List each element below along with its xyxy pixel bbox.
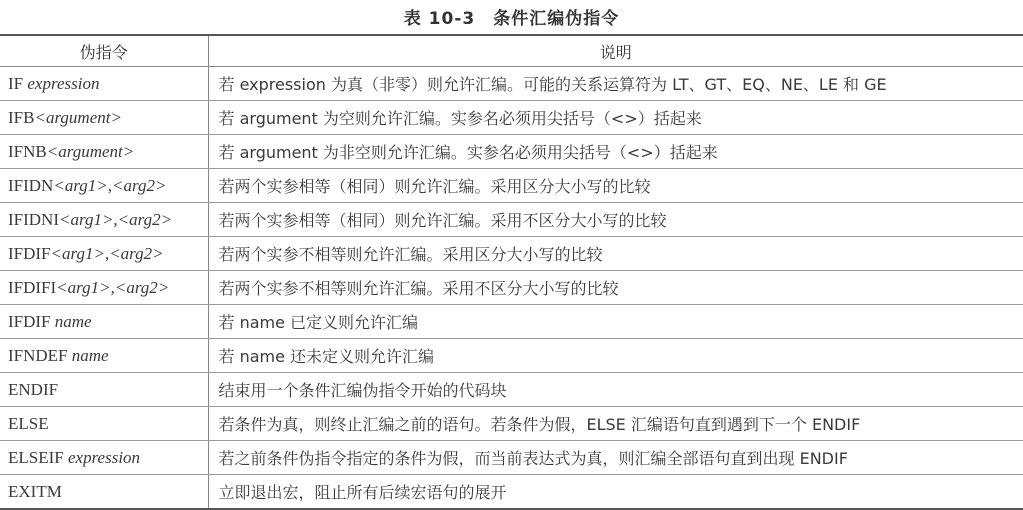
directive-keyword: IFDIFI (8, 277, 57, 297)
directive-argument: name (54, 311, 92, 331)
directive-cell (0, 441, 208, 475)
directive-cell (0, 67, 208, 101)
description-cell: 若两个实参相等（相同）则允许汇编。采用区分大小写的比较 (208, 169, 1023, 203)
directive-keyword: IFDIF (8, 243, 51, 263)
directive-argument: <arg1>,<arg2> (50, 243, 164, 263)
table-row (0, 203, 1023, 237)
table-row (0, 101, 1023, 135)
directive-cell (0, 373, 208, 407)
table-row (0, 135, 1023, 169)
description-cell: 若 name 已定义则允许汇编 (208, 305, 1023, 339)
description-cell: 若 name 还未定义则允许汇编 (208, 339, 1023, 373)
description-cell: 若两个实参相等（相同）则允许汇编。采用不区分大小写的比较 (208, 203, 1023, 237)
directive-cell (0, 237, 208, 271)
column-header-directive: 伪指令 (0, 35, 208, 67)
directive-cell (0, 475, 208, 510)
conditional-directives-table (0, 34, 1023, 510)
directive-argument: <arg1>,<arg2> (53, 175, 167, 195)
description-cell: 若 argument 为空则允许汇编。实参名必须用尖括号（<>）括起来 (208, 101, 1023, 135)
directive-keyword: EXITM (8, 481, 62, 501)
description-cell: 若 argument 为非空则允许汇编。实参名必须用尖括号（<>）括起来 (208, 135, 1023, 169)
table-row (0, 373, 1023, 407)
table-row (0, 339, 1023, 373)
directive-cell (0, 339, 208, 373)
table-row (0, 271, 1023, 305)
directive-cell (0, 169, 208, 203)
table-row (0, 441, 1023, 475)
directive-argument: <arg1>,<arg2> (56, 277, 170, 297)
directive-cell (0, 135, 208, 169)
description-cell: 结束用一个条件汇编伪指令开始的代码块 (208, 373, 1023, 407)
directive-keyword: IFNDEF (8, 345, 68, 365)
table-row (0, 169, 1023, 203)
directive-argument: expression (67, 447, 141, 467)
directive-cell (0, 101, 208, 135)
directive-argument: <argument> (46, 141, 135, 161)
description-cell: 若 expression 为真（非零）则允许汇编。可能的关系运算符为 LT、GT、EQ、NE、LE 和 GE (208, 67, 1023, 101)
directive-keyword: ENDIF (8, 379, 59, 399)
directive-keyword: IFIDN (8, 175, 54, 195)
directive-argument: <arg1>,<arg2> (59, 209, 173, 229)
directive-argument: <argument> (34, 107, 122, 127)
directive-argument: name (71, 345, 109, 365)
directive-keyword: ELSE (8, 413, 49, 433)
directive-cell (0, 305, 208, 339)
description-cell: 若两个实参不相等则允许汇编。采用区分大小写的比较 (208, 237, 1023, 271)
description-cell: 若两个实参不相等则允许汇编。采用不区分大小写的比较 (208, 271, 1023, 305)
table-caption: 表 10-3 条件汇编伪指令 (403, 9, 620, 29)
description-cell: 立即退出宏，阻止所有后续宏语句的展开 (208, 475, 1023, 510)
table-row (0, 237, 1023, 271)
directive-keyword: IFIDNI (8, 209, 59, 229)
table-header-row (0, 35, 1023, 67)
description-cell: 若条件为真，则终止汇编之前的语句。若条件为假，ELSE 汇编语句直到遇到下一个 ENDIF (208, 407, 1023, 441)
description-cell: 若之前条件伪指令指定的条件为假，而当前表达式为真，则汇编全部语句直到出现 ENDIF (208, 441, 1023, 475)
directive-keyword: IFDIF (8, 311, 51, 331)
table-row (0, 67, 1023, 101)
directive-cell (0, 407, 208, 441)
directive-keyword: IFNB (8, 141, 47, 161)
directive-cell (0, 271, 208, 305)
table-row (0, 407, 1023, 441)
directive-argument: expression (27, 73, 100, 93)
table-row (0, 475, 1023, 510)
directive-cell (0, 203, 208, 237)
directive-keyword: ELSEIF (8, 447, 64, 467)
column-header-description: 说明 (208, 35, 1023, 67)
directive-keyword: IFB (8, 107, 35, 127)
directive-keyword: IF (8, 73, 24, 93)
table-row (0, 305, 1023, 339)
